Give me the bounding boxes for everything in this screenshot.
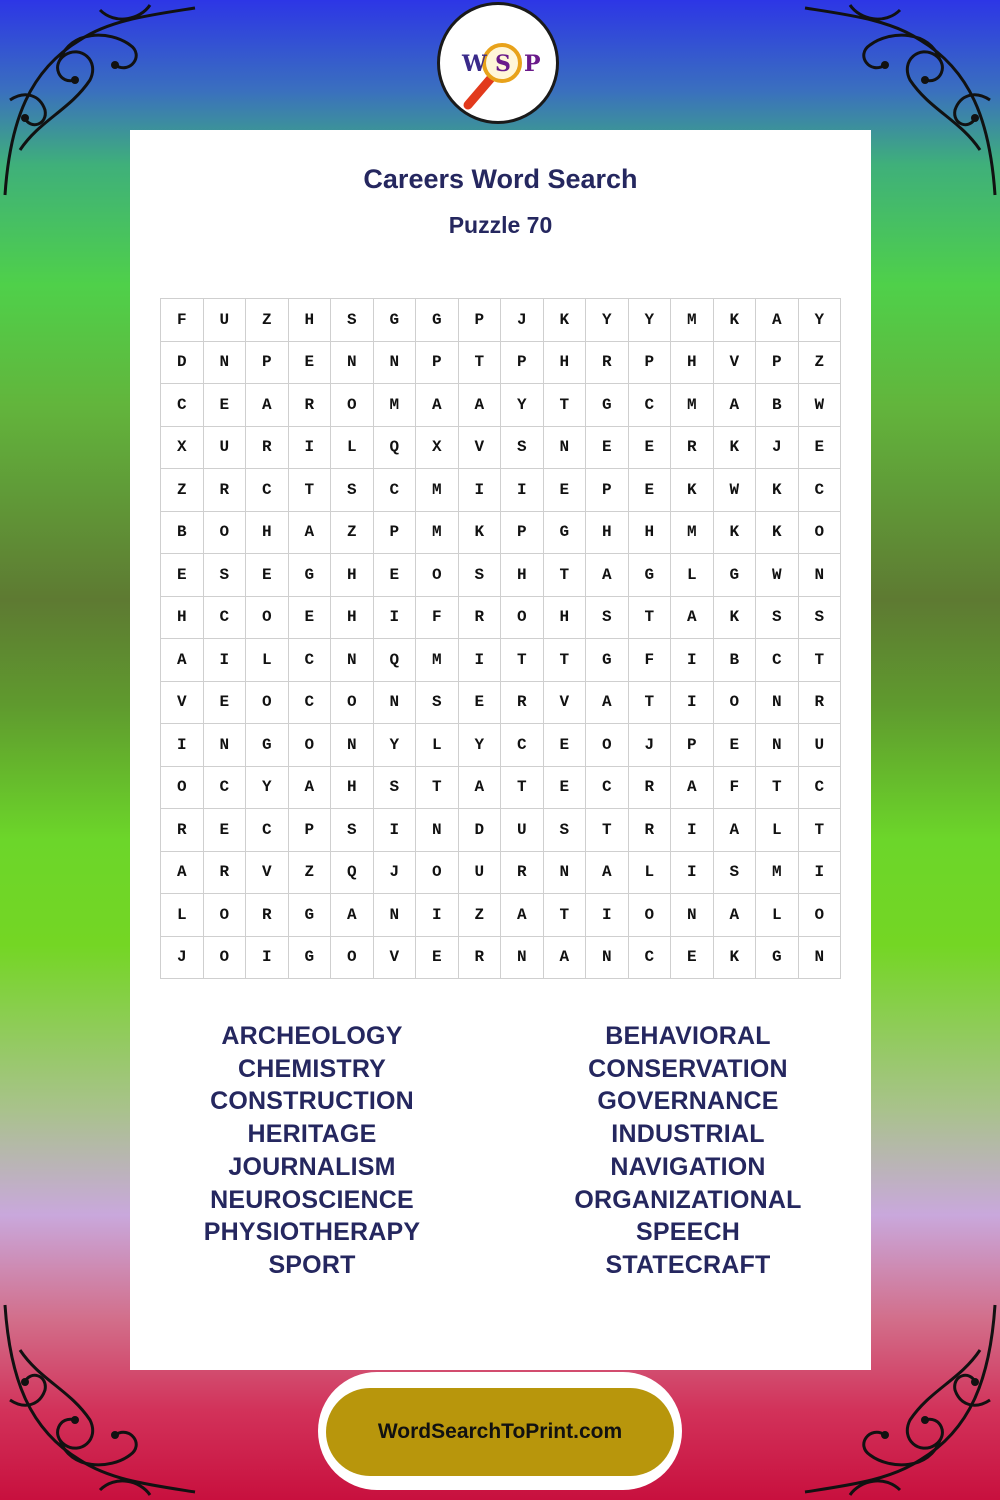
grid-cell[interactable]: W [799, 384, 842, 427]
grid-cell[interactable]: K [714, 937, 757, 980]
grid-cell[interactable]: N [204, 724, 247, 767]
grid-cell[interactable]: I [374, 597, 417, 640]
grid-cell[interactable]: A [501, 894, 544, 937]
grid-cell[interactable]: N [756, 682, 799, 725]
word-list-item: JOURNALISM [228, 1152, 396, 1181]
grid-cell[interactable]: A [671, 597, 714, 640]
grid-cell[interactable]: C [799, 469, 842, 512]
grid-cell[interactable]: R [501, 682, 544, 725]
grid-cell[interactable]: Z [799, 342, 842, 385]
logo-letter-w: W [462, 51, 487, 77]
grid-cell[interactable]: P [459, 299, 502, 342]
grid-cell[interactable]: S [331, 469, 374, 512]
grid-cell[interactable]: H [246, 512, 289, 555]
grid-cell[interactable]: H [331, 554, 374, 597]
grid-cell[interactable]: O [799, 894, 842, 937]
grid-cell[interactable]: F [629, 639, 672, 682]
grid-cell[interactable]: H [629, 512, 672, 555]
site-link-button[interactable]: WordSearchToPrint.com [326, 1388, 674, 1476]
grid-cell[interactable]: O [331, 384, 374, 427]
wsp-logo[interactable] [437, 2, 559, 124]
grid-cell[interactable]: O [204, 512, 247, 555]
grid-cell[interactable]: G [246, 724, 289, 767]
word-list-right [538, 1020, 838, 1282]
grid-cell[interactable]: E [204, 682, 247, 725]
grid-cell[interactable]: I [501, 469, 544, 512]
grid-cell[interactable]: O [416, 554, 459, 597]
grid-cell[interactable]: N [374, 894, 417, 937]
grid-cell[interactable]: V [459, 427, 502, 470]
grid-cell[interactable]: J [374, 852, 417, 895]
grid-cell[interactable]: N [374, 682, 417, 725]
grid-cell[interactable]: P [501, 342, 544, 385]
grid-cell[interactable]: T [501, 767, 544, 810]
grid-cell[interactable]: T [756, 767, 799, 810]
grid-cell[interactable]: L [629, 852, 672, 895]
grid-cell[interactable]: T [629, 682, 672, 725]
word-list-item: INDUSTRIAL [611, 1120, 765, 1149]
grid-cell[interactable]: T [544, 384, 587, 427]
grid-cell[interactable]: R [586, 342, 629, 385]
grid-cell[interactable]: O [799, 512, 842, 555]
grid-cell[interactable]: L [161, 894, 204, 937]
word-list-item: STATECRAFT [605, 1250, 771, 1279]
grid-cell[interactable]: I [586, 894, 629, 937]
grid-cell[interactable]: V [714, 342, 757, 385]
grid-cell[interactable]: G [586, 384, 629, 427]
grid-cell[interactable]: M [671, 512, 714, 555]
grid-cell[interactable]: L [756, 809, 799, 852]
grid-cell[interactable]: C [501, 724, 544, 767]
grid-cell[interactable]: E [289, 597, 332, 640]
grid-cell[interactable]: H [331, 767, 374, 810]
grid-cell[interactable]: R [289, 384, 332, 427]
grid-cell[interactable]: I [374, 809, 417, 852]
grid-cell[interactable]: O [161, 767, 204, 810]
word-list-item: HERITAGE [247, 1120, 377, 1149]
grid-cell[interactable]: A [161, 852, 204, 895]
word-list-left [162, 1020, 462, 1282]
grid-cell[interactable]: K [714, 597, 757, 640]
grid-cell[interactable]: N [501, 937, 544, 980]
grid-cell[interactable]: V [544, 682, 587, 725]
grid-cell[interactable]: O [629, 894, 672, 937]
grid-cell[interactable]: E [161, 554, 204, 597]
grid-cell[interactable]: Y [246, 767, 289, 810]
grid-cell[interactable]: C [289, 682, 332, 725]
grid-cell[interactable]: G [416, 299, 459, 342]
grid-cell[interactable]: N [374, 342, 417, 385]
grid-cell[interactable]: A [756, 299, 799, 342]
grid-cell[interactable]: G [289, 554, 332, 597]
grid-cell[interactable]: E [586, 427, 629, 470]
grid-cell[interactable]: Y [799, 299, 842, 342]
grid-cell[interactable]: T [799, 639, 842, 682]
grid-cell[interactable]: E [544, 724, 587, 767]
grid-cell[interactable]: A [459, 767, 502, 810]
grid-cell[interactable]: N [331, 724, 374, 767]
grid-cell[interactable]: I [799, 852, 842, 895]
grid-cell[interactable]: F [416, 597, 459, 640]
grid-cell[interactable]: T [416, 767, 459, 810]
grid-cell[interactable]: P [501, 512, 544, 555]
grid-cell[interactable]: T [459, 342, 502, 385]
grid-cell[interactable]: E [671, 937, 714, 980]
grid-cell[interactable]: G [544, 512, 587, 555]
grid-cell[interactable]: A [246, 384, 289, 427]
grid-cell[interactable]: K [756, 469, 799, 512]
word-list-item: SPEECH [635, 1218, 740, 1247]
grid-cell[interactable]: N [544, 427, 587, 470]
grid-cell[interactable]: S [331, 299, 374, 342]
grid-cell[interactable]: I [671, 639, 714, 682]
grid-cell[interactable]: R [459, 597, 502, 640]
grid-cell[interactable]: L [756, 894, 799, 937]
grid-cell[interactable]: S [586, 597, 629, 640]
grid-cell[interactable]: E [544, 469, 587, 512]
grid-cell[interactable]: I [161, 724, 204, 767]
grid-cell[interactable]: O [246, 682, 289, 725]
grid-cell[interactable]: Z [459, 894, 502, 937]
grid-cell[interactable]: R [799, 682, 842, 725]
grid-cell[interactable]: G [629, 554, 672, 597]
grid-cell[interactable]: N [671, 894, 714, 937]
grid-cell[interactable]: I [289, 427, 332, 470]
grid-cell[interactable]: M [416, 469, 459, 512]
grid-cell[interactable]: Q [374, 639, 417, 682]
grid-cell[interactable]: X [416, 427, 459, 470]
grid-cell[interactable]: A [161, 639, 204, 682]
grid-cell[interactable]: I [671, 852, 714, 895]
grid-cell[interactable]: H [161, 597, 204, 640]
grid-cell[interactable]: B [756, 384, 799, 427]
grid-cell[interactable]: C [246, 469, 289, 512]
grid-cell[interactable]: A [331, 894, 374, 937]
word-list-item: CHEMISTRY [237, 1054, 387, 1083]
grid-cell[interactable]: N [799, 554, 842, 597]
grid-cell[interactable]: N [544, 852, 587, 895]
grid-cell[interactable]: V [161, 682, 204, 725]
word-list-item: ARCHEOLOGY [221, 1022, 403, 1050]
grid-cell[interactable]: T [544, 554, 587, 597]
grid-cell[interactable]: T [544, 639, 587, 682]
grid-cell[interactable]: S [799, 597, 842, 640]
grid-cell[interactable]: A [586, 852, 629, 895]
grid-cell[interactable]: E [629, 427, 672, 470]
grid-cell[interactable]: K [714, 427, 757, 470]
grid-cell[interactable]: K [459, 512, 502, 555]
grid-cell[interactable]: T [629, 597, 672, 640]
grid-cell[interactable]: C [756, 639, 799, 682]
grid-cell[interactable]: M [756, 852, 799, 895]
grid-cell[interactable]: V [246, 852, 289, 895]
word-list-item: CONSERVATION [588, 1054, 788, 1083]
grid-cell[interactable]: P [289, 809, 332, 852]
grid-cell[interactable]: S [374, 767, 417, 810]
grid-cell[interactable]: S [331, 809, 374, 852]
grid-cell[interactable]: F [714, 767, 757, 810]
grid-cell[interactable]: E [416, 937, 459, 980]
grid-cell[interactable]: C [799, 767, 842, 810]
grid-cell[interactable]: C [161, 384, 204, 427]
grid-cell[interactable]: E [714, 724, 757, 767]
grid-cell[interactable]: L [246, 639, 289, 682]
puzzle-card [130, 130, 871, 1370]
grid-cell[interactable]: P [671, 724, 714, 767]
grid-cell[interactable]: G [586, 639, 629, 682]
grid-cell[interactable]: I [671, 682, 714, 725]
letter-grid [160, 298, 841, 979]
grid-cell[interactable]: A [586, 682, 629, 725]
grid-cell[interactable]: U [459, 852, 502, 895]
grid-cell[interactable]: M [416, 512, 459, 555]
word-list-item: NEUROSCIENCE [210, 1185, 414, 1214]
grid-cell[interactable]: G [289, 937, 332, 980]
page-title: Careers Word Search [363, 164, 638, 194]
grid-cell[interactable]: M [671, 384, 714, 427]
grid-cell[interactable]: H [544, 342, 587, 385]
grid-cell[interactable]: J [756, 427, 799, 470]
grid-cell[interactable]: R [629, 767, 672, 810]
grid-cell[interactable]: O [246, 597, 289, 640]
grid-cell[interactable]: L [416, 724, 459, 767]
grid-cell[interactable]: K [671, 469, 714, 512]
grid-cell[interactable]: U [501, 809, 544, 852]
grid-cell[interactable]: A [459, 384, 502, 427]
grid-cell[interactable]: K [714, 299, 757, 342]
word-list-item: BEHAVIORAL [605, 1022, 771, 1050]
grid-cell[interactable]: S [756, 597, 799, 640]
grid-cell[interactable]: G [756, 937, 799, 980]
puzzle-number: Puzzle 70 [448, 212, 553, 238]
grid-cell[interactable]: I [459, 639, 502, 682]
grid-cell[interactable]: S [204, 554, 247, 597]
grid-cell[interactable]: A [586, 554, 629, 597]
grid-cell[interactable]: S [501, 427, 544, 470]
grid-cell[interactable]: K [544, 299, 587, 342]
grid-cell[interactable]: B [714, 639, 757, 682]
grid-cell[interactable]: I [671, 809, 714, 852]
grid-cell[interactable]: O [501, 597, 544, 640]
grid-cell[interactable]: R [204, 852, 247, 895]
grid-cell[interactable]: S [416, 682, 459, 725]
grid-cell[interactable]: N [586, 937, 629, 980]
grid-cell[interactable]: J [501, 299, 544, 342]
grid-cell[interactable]: R [161, 809, 204, 852]
grid-cell[interactable]: E [799, 427, 842, 470]
grid-cell[interactable]: R [459, 937, 502, 980]
word-list-item: PHYSIOTHERAPY [203, 1218, 421, 1247]
magnifier-logo-icon [440, 5, 556, 121]
grid-cell[interactable]: B [161, 512, 204, 555]
grid-cell[interactable]: C [204, 767, 247, 810]
grid-cell[interactable]: D [459, 809, 502, 852]
grid-cell[interactable]: A [416, 384, 459, 427]
grid-cell[interactable]: O [714, 682, 757, 725]
grid-cell[interactable]: E [289, 342, 332, 385]
grid-cell[interactable]: T [544, 894, 587, 937]
grid-cell[interactable]: A [714, 894, 757, 937]
grid-cell[interactable]: A [671, 767, 714, 810]
grid-cell[interactable]: W [756, 554, 799, 597]
grid-cell[interactable]: Y [459, 724, 502, 767]
word-list-item: NAVIGATION [610, 1152, 766, 1181]
grid-cell[interactable]: U [204, 299, 247, 342]
grid-cell[interactable]: I [246, 937, 289, 980]
grid-cell[interactable]: V [374, 937, 417, 980]
grid-cell[interactable]: Y [374, 724, 417, 767]
grid-cell[interactable]: I [459, 469, 502, 512]
grid-cell[interactable]: O [204, 937, 247, 980]
grid-cell[interactable]: R [204, 469, 247, 512]
grid-cell[interactable]: Z [289, 852, 332, 895]
grid-cell[interactable]: A [289, 512, 332, 555]
grid-cell[interactable]: E [459, 682, 502, 725]
grid-cell[interactable]: P [586, 469, 629, 512]
grid-cell[interactable]: M [671, 299, 714, 342]
grid-cell[interactable]: Y [586, 299, 629, 342]
grid-cell[interactable]: M [374, 384, 417, 427]
grid-cell[interactable]: P [374, 512, 417, 555]
logo-letter-s: S [495, 51, 511, 77]
grid-cell[interactable]: E [629, 469, 672, 512]
grid-cell[interactable]: E [544, 767, 587, 810]
grid-cell[interactable]: N [799, 937, 842, 980]
grid-cell[interactable]: H [586, 512, 629, 555]
grid-cell[interactable]: U [799, 724, 842, 767]
grid-cell[interactable]: S [714, 852, 757, 895]
grid-cell[interactable]: C [586, 767, 629, 810]
grid-cell[interactable]: R [629, 809, 672, 852]
grid-cell[interactable]: Z [161, 469, 204, 512]
grid-cell[interactable]: A [714, 384, 757, 427]
grid-cell[interactable]: G [714, 554, 757, 597]
grid-cell[interactable]: Z [331, 512, 374, 555]
grid-cell[interactable]: I [416, 894, 459, 937]
grid-cell[interactable]: L [331, 427, 374, 470]
footer-pill [318, 1372, 682, 1490]
grid-cell[interactable]: Z [246, 299, 289, 342]
grid-cell[interactable]: N [331, 639, 374, 682]
grid-cell[interactable]: H [544, 597, 587, 640]
grid-cell[interactable]: E [204, 384, 247, 427]
grid-cell[interactable]: N [204, 342, 247, 385]
grid-cell[interactable]: O [586, 724, 629, 767]
grid-cell[interactable]: C [374, 469, 417, 512]
grid-cell[interactable]: H [331, 597, 374, 640]
grid-cell[interactable]: C [629, 384, 672, 427]
word-list-item: ORGANIZATIONAL [574, 1185, 802, 1214]
grid-cell[interactable]: P [629, 342, 672, 385]
grid-cell[interactable]: O [204, 894, 247, 937]
grid-cell[interactable]: L [671, 554, 714, 597]
word-list-item: CONSTRUCTION [210, 1087, 414, 1116]
grid-cell[interactable]: A [544, 937, 587, 980]
grid-cell[interactable]: N [331, 342, 374, 385]
grid-cell[interactable]: E [204, 809, 247, 852]
grid-cell[interactable]: I [204, 639, 247, 682]
grid-cell[interactable]: K [756, 512, 799, 555]
grid-cell[interactable]: J [629, 724, 672, 767]
grid-cell[interactable]: S [459, 554, 502, 597]
grid-cell[interactable]: H [671, 342, 714, 385]
grid-cell[interactable]: E [374, 554, 417, 597]
grid-cell[interactable]: C [289, 639, 332, 682]
grid-cell[interactable]: U [204, 427, 247, 470]
grid-cell[interactable]: C [246, 809, 289, 852]
word-list-item: GOVERNANCE [597, 1087, 779, 1116]
grid-cell[interactable]: J [161, 937, 204, 980]
grid-cell[interactable]: A [289, 767, 332, 810]
grid-cell[interactable]: Q [331, 852, 374, 895]
grid-cell[interactable]: T [289, 469, 332, 512]
grid-cell[interactable]: E [246, 554, 289, 597]
grid-cell[interactable]: W [714, 469, 757, 512]
grid-cell[interactable]: R [246, 427, 289, 470]
grid-cell[interactable]: C [204, 597, 247, 640]
grid-cell[interactable]: O [289, 724, 332, 767]
grid-cell[interactable]: T [501, 639, 544, 682]
grid-cell[interactable]: T [799, 809, 842, 852]
grid-cell[interactable]: C [629, 937, 672, 980]
grid-cell[interactable]: N [416, 809, 459, 852]
grid-cell[interactable]: H [501, 554, 544, 597]
grid-cell[interactable]: Y [629, 299, 672, 342]
grid-cell[interactable]: D [161, 342, 204, 385]
grid-cell[interactable]: Q [374, 427, 417, 470]
logo-letter-p: P [524, 51, 541, 77]
word-list-item: SPORT [268, 1250, 356, 1279]
grid-cell[interactable]: R [671, 427, 714, 470]
grid-cell[interactable]: Y [501, 384, 544, 427]
grid-cell[interactable]: P [756, 342, 799, 385]
grid-cell[interactable]: O [331, 937, 374, 980]
grid-cell[interactable]: O [416, 852, 459, 895]
grid-cell[interactable]: G [374, 299, 417, 342]
grid-cell[interactable]: F [161, 299, 204, 342]
grid-cell[interactable]: K [714, 512, 757, 555]
grid-cell[interactable]: P [416, 342, 459, 385]
grid-cell[interactable]: M [416, 639, 459, 682]
grid-cell[interactable]: H [289, 299, 332, 342]
grid-cell[interactable]: P [246, 342, 289, 385]
grid-cell[interactable]: T [586, 809, 629, 852]
grid-cell[interactable]: G [289, 894, 332, 937]
grid-cell[interactable]: R [246, 894, 289, 937]
grid-cell[interactable]: A [714, 809, 757, 852]
grid-cell[interactable]: O [331, 682, 374, 725]
grid-cell[interactable]: R [501, 852, 544, 895]
grid-cell[interactable]: S [544, 809, 587, 852]
grid-cell[interactable]: X [161, 427, 204, 470]
grid-cell[interactable]: N [756, 724, 799, 767]
